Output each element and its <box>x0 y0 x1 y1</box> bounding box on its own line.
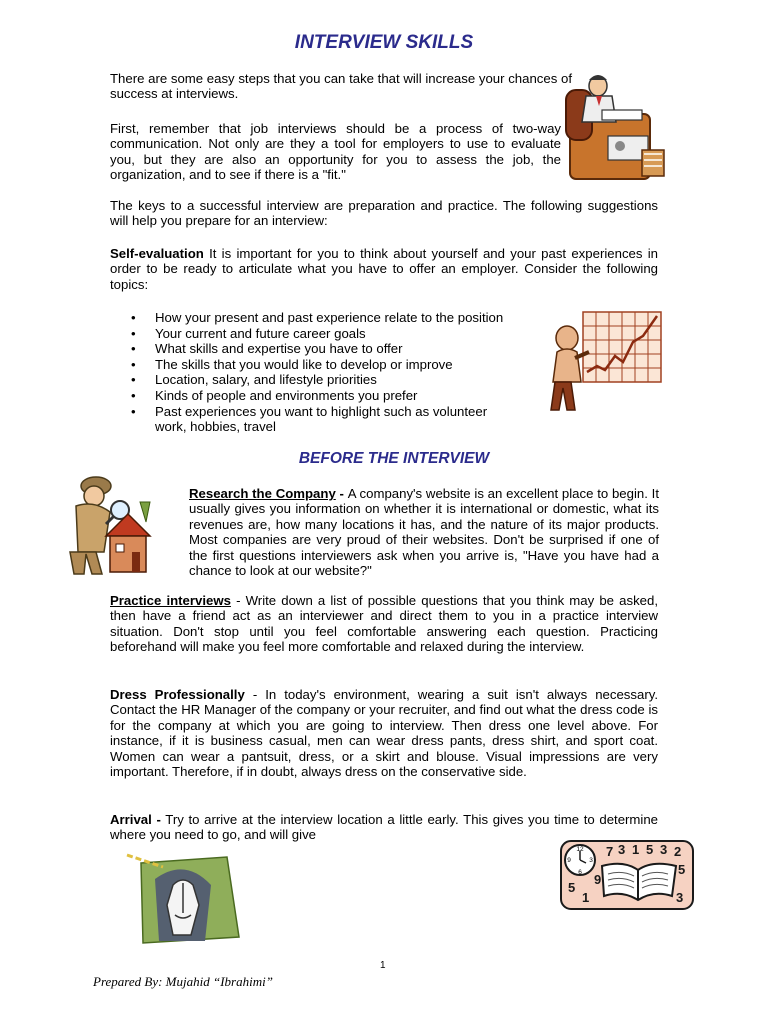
bullet: • <box>131 341 136 357</box>
clock-number: 9 <box>567 857 571 864</box>
dress-paragraph <box>110 687 658 779</box>
arrival-text: Try to arrive at the interview location a little early. This gives you time to determine where you need to go, and will give <box>110 812 659 843</box>
list-item: • The skills that you would like to develop or improve <box>131 356 453 372</box>
clock-number: 6 <box>578 869 582 876</box>
list-item: • Kinds of people and environments you prefer <box>131 387 418 403</box>
svg-text:5: 5 <box>678 862 686 877</box>
svg-text:3: 3 <box>660 842 668 857</box>
list-item: • How your present and past experience relate to the position <box>131 310 504 325</box>
list-item: • Location, salary, and lifestyle priorities <box>131 372 377 388</box>
bullet: • <box>131 403 136 419</box>
svg-text:7: 7 <box>606 844 614 859</box>
arrival-lead: Arrival - <box>110 812 161 827</box>
bullet: • <box>131 356 136 372</box>
research-paragraph: Research the Company - A company's website is an excellent place to begin. It usually gives you information on whether it is international or domestic, what its revenues are, how many locations it has, and the nature of its major products. Most companies are very proud of their websites. Don't be surprised if one of the first questions interviewers ask when you arrive is, "Have you have had a chance to look at our website?" <box>189 486 659 579</box>
man-at-desk-icon <box>560 74 668 186</box>
clock-book-icon <box>560 840 694 910</box>
topics-list <box>130 310 535 435</box>
research-text: A company's website is an excellent place to begin. It usually gives you information on whether it is international or domestic, what its revenues are, how many locations it has, and the nature of its major products. Most companies are very proud of their websites. Don't be surprised if one of the first questions interviewers ask when you arrive is, "Have you have had a chance to look at our website?" <box>189 486 659 579</box>
detective-house-icon <box>50 466 160 578</box>
bullet: • <box>131 325 136 341</box>
page-title: INTERVIEW SKILLS <box>294 32 474 53</box>
clock-number: 12 <box>576 846 584 853</box>
intro-paragraph-3: The keys to a successful interview are preparation and practice. The following suggestions will help you prepare for an interview: <box>110 198 658 229</box>
praying-hands-icon <box>125 845 245 945</box>
section-heading: BEFORE THE INTERVIEW <box>298 450 490 467</box>
practice-text: - Write down a list of possible questions that you think may be asked, then have a friend act as an interviewer and direct them to you in a practice interview situation. Don't stop until you feel comfortable answering each question. Practicing beforehand will make you feel more comfortable and relaxed during the interview. <box>110 593 658 655</box>
intro-paragraph-1: There are some easy steps that you can take that will increase your chances of success at interviews. <box>110 71 572 102</box>
svg-text:9: 9 <box>594 872 602 887</box>
svg-text:1: 1 <box>582 890 590 905</box>
page-number: 1 <box>380 960 386 971</box>
dress-lead: Dress Professionally <box>110 687 245 702</box>
clock-number: 3 <box>589 857 593 864</box>
svg-text:3: 3 <box>618 842 626 857</box>
arrival-paragraph <box>110 812 658 843</box>
list-item: • Past experiences you want to highlight such as volunteer work, hobbies, travel <box>131 403 488 435</box>
footer-credit: Prepared By: Mujahid “Ibrahimi” <box>93 974 273 989</box>
bullet: • <box>131 310 136 325</box>
self-evaluation-text: It is important for you to think about yourself and your past experiences in order to be ready to articulate what you have to offer an employer. Consider the following topics: <box>110 246 658 292</box>
list-item: • Your current and future career goals <box>131 325 366 341</box>
svg-text:2: 2 <box>674 844 682 859</box>
svg-text:1: 1 <box>632 842 640 857</box>
bullet: • <box>131 387 136 403</box>
chart-presenter-icon <box>545 310 665 414</box>
list-item: • What skills and expertise you have to offer <box>131 341 403 357</box>
self-evaluation-lead: Self-evaluation <box>110 246 204 261</box>
self-evaluation-paragraph <box>110 246 658 292</box>
dress-text: - In today's environment, wearing a suit isn't always necessary. Contact the HR Manager of the company or your recruiter, and find out what the dress code is for the company at which you are going to interview. Then dress one level above. For instance, if it is business casual, men can wear dress pants, dress shirt, and sport coat. Women can wear a pantsuit, dress, or a skirt and blouse. Visual impressions are very important. Therefore, if in doubt, always dress on the conservative side. <box>110 687 658 780</box>
intro-paragraph-2: First, remember that job interviews should be a process of two-way communication. Not only are they a tool for employers to use to evaluate you, but they are also an opportunity for you to assess the job, the organization, and to see if there is a "fit." <box>110 121 561 183</box>
research-lead: Research the Company <box>189 486 336 501</box>
svg-text:5: 5 <box>646 842 654 857</box>
svg-text:5: 5 <box>568 880 576 895</box>
practice-lead: Practice interviews <box>110 593 231 608</box>
svg-text:3: 3 <box>676 890 684 905</box>
bullet: • <box>131 372 136 388</box>
practice-paragraph <box>110 593 658 655</box>
